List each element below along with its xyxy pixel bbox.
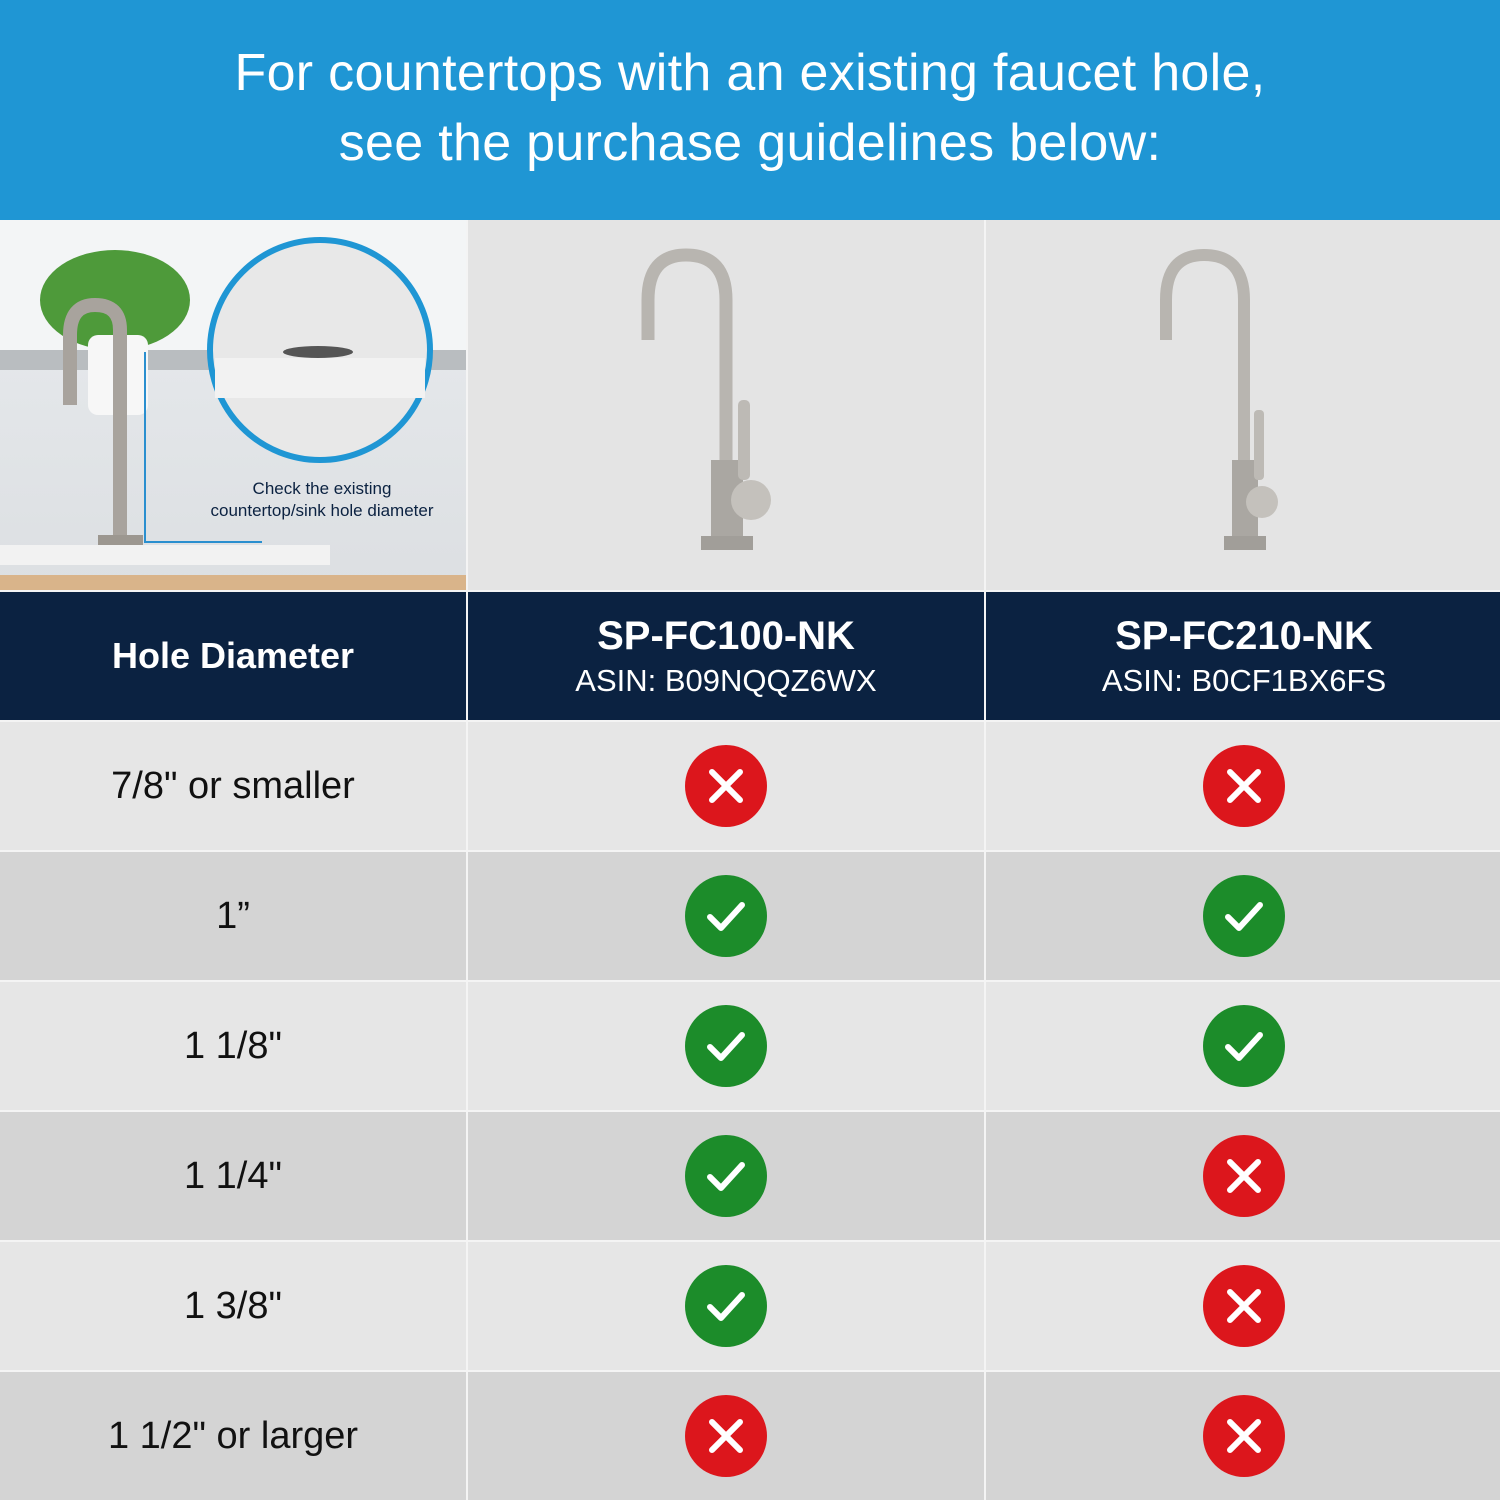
header-hole-diameter <box>0 592 466 720</box>
row-label-cell <box>0 722 466 850</box>
fit-cell <box>468 722 984 850</box>
caption-line-1: Check the existing <box>252 479 392 498</box>
hole-size-label: 1” <box>216 894 250 937</box>
check-icon <box>1203 1005 1285 1087</box>
header-product-2 <box>986 592 1500 720</box>
cross-icon <box>685 745 767 827</box>
row-label-cell <box>0 1112 466 1240</box>
header-product-1 <box>468 592 984 720</box>
hole-size-label: 1 1/4" <box>183 1154 282 1197</box>
check-icon <box>1203 875 1285 957</box>
fit-cell <box>468 1242 984 1370</box>
fit-cell <box>468 1112 984 1240</box>
check-icon <box>685 1005 767 1087</box>
comparison-table <box>0 220 1500 1500</box>
cross-icon <box>1203 1265 1285 1347</box>
banner-line-2: see the purchase guidelines below: <box>338 114 1162 172</box>
faucet-image <box>1144 240 1344 570</box>
kitchen-illustration <box>0 220 466 590</box>
check-icon <box>685 1265 767 1347</box>
fit-cell <box>468 982 984 1110</box>
fit-cell <box>986 1372 1500 1500</box>
cross-icon <box>685 1395 767 1477</box>
product-image-1 <box>468 220 984 590</box>
fit-cell <box>468 852 984 980</box>
check-icon <box>685 875 767 957</box>
row-label-cell <box>0 982 466 1110</box>
fit-cell <box>468 1372 984 1500</box>
hole-size-label: 1 3/8" <box>183 1284 282 1327</box>
hole-size-label: 7/8" or smaller <box>111 764 355 807</box>
product-model: SP-FC210-NK <box>1115 613 1373 658</box>
hole-diameter-heading: Hole Diameter <box>111 635 355 676</box>
hole-size-label: 1 1/2" or larger <box>107 1414 359 1457</box>
sink-hole-photo <box>0 220 466 590</box>
product-image-2 <box>986 220 1500 590</box>
cross-icon <box>1203 1135 1285 1217</box>
cross-icon <box>1203 745 1285 827</box>
product-model: SP-FC100-NK <box>597 613 855 658</box>
caption-line-2: countertop/sink hole diameter <box>210 501 434 520</box>
product-asin: ASIN: B0CF1BX6FS <box>1101 662 1387 698</box>
fit-cell <box>986 722 1500 850</box>
banner <box>0 0 1500 220</box>
banner-line-1: For countertops with an existing faucet hole, <box>234 44 1266 102</box>
faucet-image <box>626 240 826 570</box>
fit-cell <box>986 852 1500 980</box>
check-icon <box>685 1135 767 1217</box>
hole-size-label: 1 1/8" <box>183 1024 282 1067</box>
product-asin: ASIN: B09NQQZ6WX <box>575 662 877 698</box>
photo-caption <box>188 478 456 522</box>
fit-cell <box>986 982 1500 1110</box>
cross-icon <box>1203 1395 1285 1477</box>
fit-cell <box>986 1242 1500 1370</box>
row-label-cell <box>0 852 466 980</box>
fit-cell <box>986 1112 1500 1240</box>
row-label-cell <box>0 1372 466 1500</box>
row-label-cell <box>0 1242 466 1370</box>
